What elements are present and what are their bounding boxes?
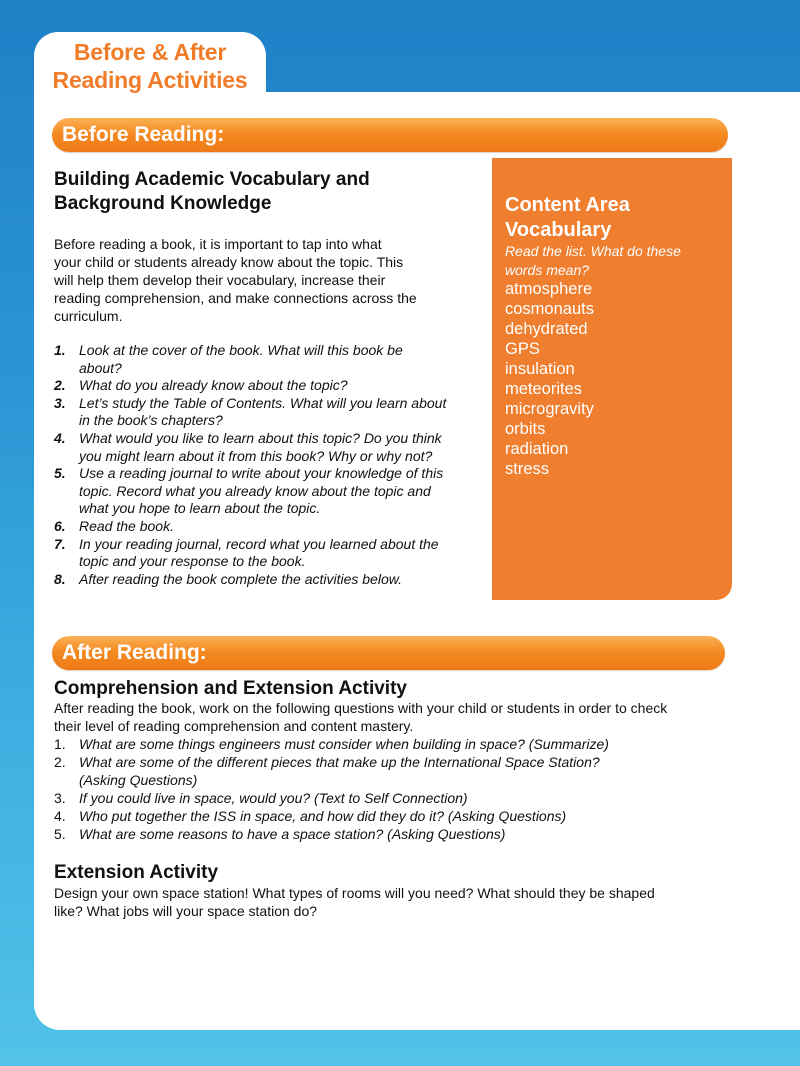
after-reading-bar: After Reading: bbox=[52, 636, 725, 670]
step-line: In your reading journal, record what you learned about the bbox=[79, 535, 439, 552]
intro-line: curriculum. bbox=[54, 308, 123, 324]
step-item bbox=[54, 430, 474, 465]
step-line: in the book’s chapters? bbox=[79, 412, 223, 429]
question-number: 3. bbox=[54, 790, 66, 806]
question-line: Who put together the ISS in space, and how did they do it? (Asking Questions) bbox=[79, 808, 567, 824]
step-line: about? bbox=[79, 359, 122, 376]
step-item bbox=[54, 342, 474, 377]
intro-line: will help them develop their vocabulary, increase their bbox=[54, 272, 386, 288]
step-line: After reading the book complete the activities below. bbox=[79, 570, 402, 587]
extension-line: Design your own space station! What types of rooms will you need? What should they be shaped bbox=[54, 885, 655, 901]
vocabulary-word: stress bbox=[505, 460, 550, 478]
extension-heading: Extension Activity bbox=[54, 862, 219, 883]
question-line: (Asking Questions) bbox=[79, 772, 198, 788]
step-line: Let’s study the Table of Contents. What will you learn about bbox=[79, 394, 447, 411]
question-item bbox=[54, 735, 734, 753]
question-item bbox=[54, 825, 734, 843]
step-item bbox=[54, 536, 474, 571]
extension-line: like? What jobs will your space station do? bbox=[54, 903, 318, 919]
intro-line: reading comprehension, and make connections across the bbox=[54, 290, 417, 306]
before-reading-steps bbox=[54, 342, 474, 588]
vocabulary-word: radiation bbox=[505, 440, 569, 458]
vocabulary-word: cosmonauts bbox=[505, 300, 594, 318]
before-reading-heading bbox=[54, 168, 474, 216]
question-number: 2. bbox=[54, 754, 66, 770]
before-reading-bar: Before Reading: bbox=[52, 118, 728, 152]
step-number: 3. bbox=[54, 394, 66, 411]
step-line: Use a reading journal to write about your knowledge of this bbox=[79, 465, 444, 482]
step-line: topic. Record what you already know about the topic and bbox=[79, 482, 431, 499]
vocabulary-word: atmosphere bbox=[505, 280, 593, 298]
vocabulary-title-line: Vocabulary bbox=[505, 219, 612, 241]
question-item bbox=[54, 753, 734, 789]
page-title-line: Before & After bbox=[73, 39, 227, 65]
vocabulary-list bbox=[505, 279, 594, 479]
extension-text bbox=[54, 884, 734, 920]
step-item bbox=[54, 465, 474, 518]
question-item bbox=[54, 789, 734, 807]
step-number: 6. bbox=[54, 517, 66, 534]
intro-line: your child or students already know about the topic. This bbox=[54, 254, 404, 270]
vocabulary-word: microgravity bbox=[505, 400, 594, 418]
heading-line: Building Academic Vocabulary and bbox=[54, 169, 370, 190]
step-line: what you hope to learn about the topic. bbox=[79, 500, 321, 517]
vocabulary-instruction bbox=[505, 242, 725, 279]
step-item bbox=[54, 571, 474, 589]
page-title bbox=[38, 38, 262, 94]
instruction-line: words mean? bbox=[505, 261, 590, 278]
question-number: 5. bbox=[54, 826, 66, 842]
question-line: If you could live in space, would you? (Text to Self Connection) bbox=[79, 790, 468, 806]
heading-line: Background Knowledge bbox=[54, 193, 272, 214]
vocabulary-word: orbits bbox=[505, 420, 546, 438]
step-line: Look at the cover of the book. What will this book be bbox=[79, 342, 403, 358]
question-line: What are some of the different pieces that make up the International Space Station? bbox=[79, 754, 600, 770]
after-reading-intro bbox=[54, 699, 734, 735]
step-number: 7. bbox=[54, 535, 66, 552]
instruction-line: Read the list. What do these bbox=[505, 243, 681, 259]
comprehension-questions bbox=[54, 735, 734, 843]
vocabulary-word: meteorites bbox=[505, 380, 583, 398]
step-line: topic and your response to the book. bbox=[79, 553, 306, 570]
step-line: Read the book. bbox=[79, 517, 174, 534]
vocabulary-title-line: Content Area bbox=[505, 194, 630, 216]
step-item bbox=[54, 518, 474, 536]
step-line: you might learn about it from this book? Why or why not? bbox=[79, 447, 433, 464]
vocabulary-word: GPS bbox=[505, 340, 540, 358]
question-item bbox=[54, 807, 734, 825]
before-reading-intro bbox=[54, 235, 474, 325]
step-number: 2. bbox=[54, 377, 66, 394]
intro-line: After reading the book, work on the following questions with your child or students in order to check bbox=[54, 700, 668, 716]
question-line: What are some reasons to have a space station? (Asking Questions) bbox=[79, 826, 506, 842]
step-item bbox=[54, 395, 474, 430]
question-number: 4. bbox=[54, 808, 66, 824]
page-title-line: Reading Activities bbox=[52, 67, 248, 93]
question-line: What are some things engineers must consider when building in space? (Summarize) bbox=[79, 736, 609, 752]
vocabulary-word: insulation bbox=[505, 360, 575, 378]
step-number: 4. bbox=[54, 429, 66, 446]
step-line: What would you like to learn about this topic? Do you think bbox=[79, 429, 442, 446]
step-number: 5. bbox=[54, 465, 66, 482]
intro-line: their level of reading comprehension and content mastery. bbox=[54, 718, 414, 734]
question-number: 1. bbox=[54, 736, 66, 752]
vocabulary-title bbox=[505, 193, 725, 243]
step-number: 1. bbox=[54, 342, 66, 358]
intro-line: Before reading a book, it is important to tap into what bbox=[54, 236, 382, 252]
step-line: What do you already know about the topic? bbox=[79, 377, 348, 394]
vocabulary-word: dehydrated bbox=[505, 320, 588, 338]
step-number: 8. bbox=[54, 570, 66, 587]
step-item bbox=[54, 377, 474, 395]
comprehension-heading: Comprehension and Extension Activity bbox=[54, 678, 407, 699]
